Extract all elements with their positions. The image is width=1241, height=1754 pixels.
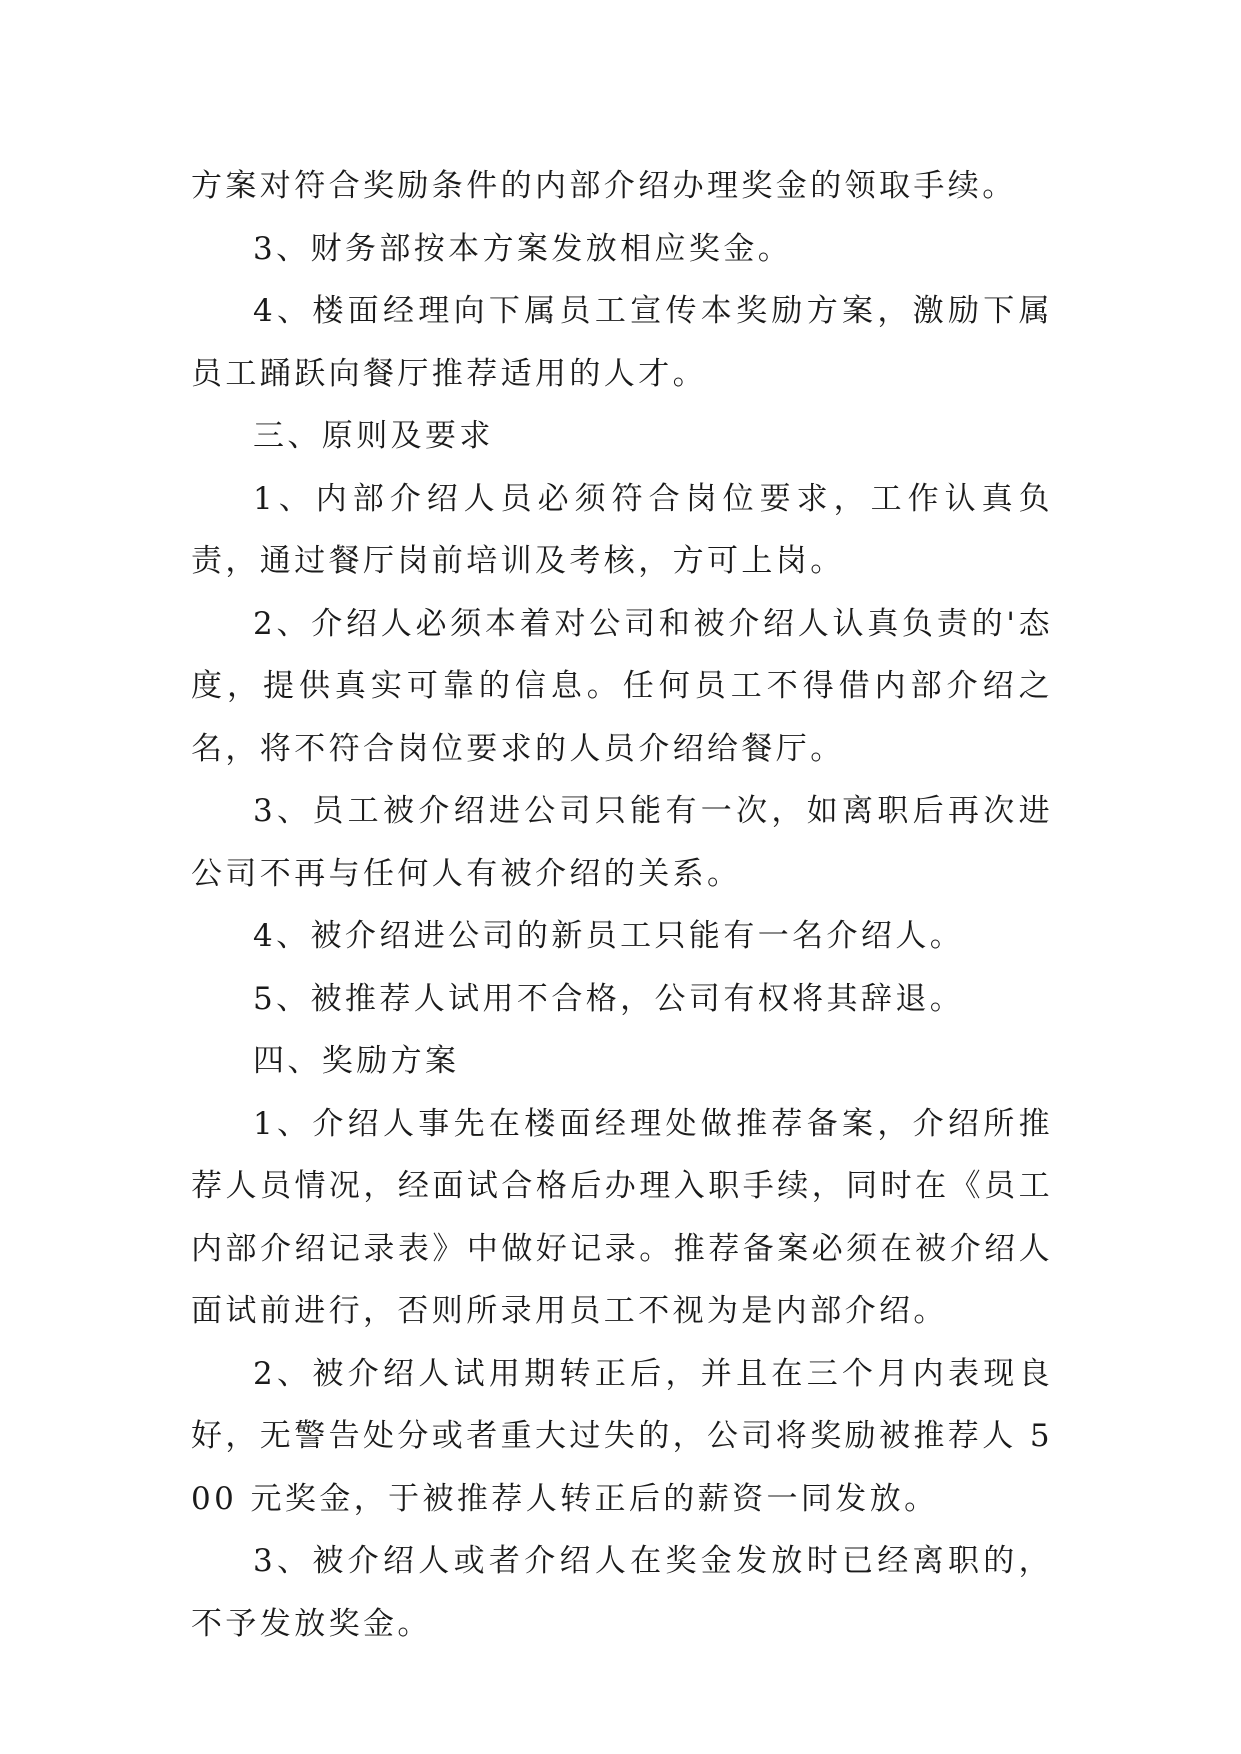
paragraph-reward-2: 2、被介绍人试用期转正后，并且在三个月内表现良好，无警告处分或者重大过失的，公司将奖励被推荐人 500 元奖金，于被推荐人转正后的薪资一同发放。 (191, 1355, 1053, 1517)
section-heading-rewards: 四、奖励方案 (253, 1043, 460, 1079)
section-heading-principles: 三、原则及要求 (253, 418, 494, 454)
paragraph-continuation: 方案对符合奖励条件的内部介绍办理奖金的领取手续。 (191, 168, 1017, 204)
paragraph-principle-3: 3、员工被介绍进公司只能有一次，如离职后再次进公司不再与任何人有被介绍的关系。 (191, 793, 1053, 892)
paragraph-principle-5: 5、被推荐人试用不合格，公司有权将其辞退。 (253, 980, 965, 1017)
paragraph-item-finance: 3、财务部按本方案发放相应奖金。 (253, 230, 793, 267)
paragraph-principle-1: 1、内部介绍人员必须符合岗位要求，工作认真负责，通过餐厅岗前培训及考核，方可上岗。 (191, 480, 1053, 579)
paragraph-principle-2: 2、介绍人必须本着对公司和被介绍人认真负责的'态度，提供真实可靠的信息。任何员工不得借内部介绍之名，将不符合岗位要求的人员介绍给餐厅。 (191, 605, 1053, 767)
document-body (191, 155, 1053, 1655)
paragraph-reward-3: 3、被介绍人或者介绍人在奖金发放时已经离职的，不予发放奖金。 (191, 1543, 1053, 1642)
paragraph-item-floor-manager: 4、楼面经理向下属员工宣传本奖励方案，激励下属员工踊跃向餐厅推荐适用的人才。 (191, 293, 1053, 392)
paragraph-principle-4: 4、被介绍进公司的新员工只能有一名介绍人。 (253, 918, 965, 954)
paragraph-reward-1: 1、介绍人事先在楼面经理处做推荐备案，介绍所推荐人员情况，经面试合格后办理入职手续，同时在《员工内部介绍记录表》中做好记录。推荐备案必须在被介绍人面试前进行，否则所录用员工不视为是内部介绍。 (191, 1105, 1053, 1329)
